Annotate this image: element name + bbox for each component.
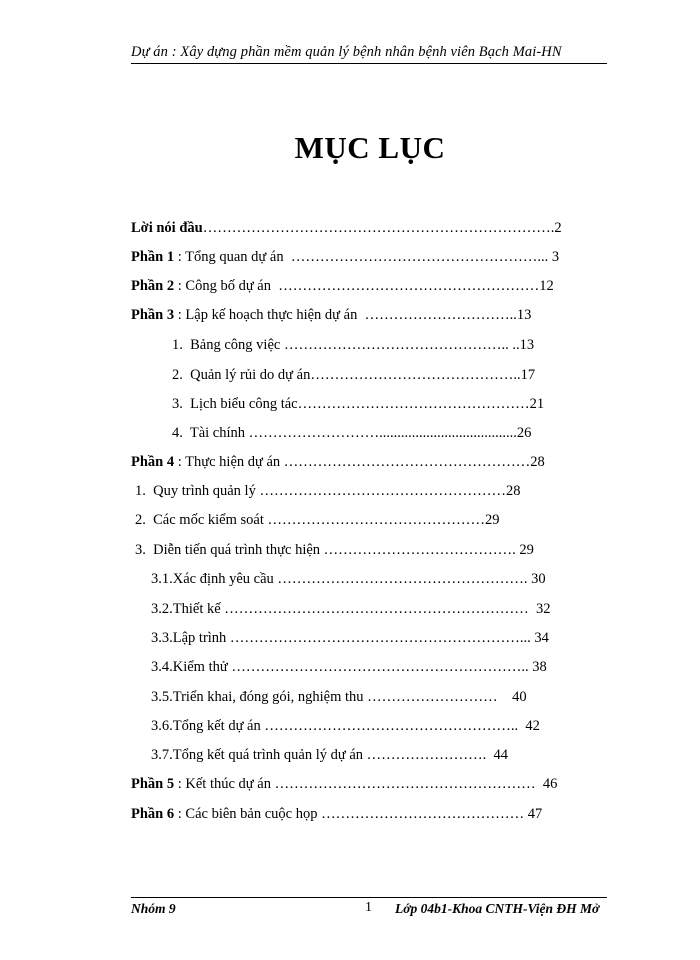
toc-entry: 3.6.Tổng kết dự án …………………………………………….. 42 — [151, 718, 540, 734]
toc-entry: 2. Các mốc kiểm soát ………………………………………29 — [135, 512, 500, 528]
page-title: MỤC LỤC — [294, 130, 446, 165]
toc-entry: 3.4.Kiểm thử …………………………………………………….. 38 — [151, 659, 547, 675]
toc-entry: Phần 5 : Kết thúc dự án ……………………………………………… 46 — [131, 776, 558, 792]
toc-entry: 3.2.Thiết kế ……………………………………………………… 32 — [151, 601, 551, 617]
toc-entry: 3.7.Tổng kết quá trình quản lý dự án ……………………. 44 — [151, 747, 509, 763]
page-number: 1 — [365, 900, 372, 915]
toc-entry: Phần 2 : Công bố dự án ………………………………………………12 — [131, 278, 554, 294]
running-header: Dự án : Xây dựng phần mềm quản lý bệnh nhân bệnh viên Bạch Mai-HN — [131, 44, 562, 60]
toc-entry: 1. Bảng công việc ……………………………………….. ..13 — [172, 337, 535, 353]
toc-entry: 3.5.Triển khai, đóng gói, nghiệm thu ……………………… 40 — [151, 689, 527, 705]
footer-divider — [131, 897, 607, 898]
toc-entry: Phần 1 : Tổng quan dự án ……………………………………………... 3 — [131, 249, 560, 265]
toc-entry: Lời nói đầu……………………………………………………………….2 — [131, 220, 562, 236]
toc-entry: Phần 4 : Thực hiện dự án ……………………………………………28 — [131, 454, 545, 470]
footer-class-info: Lớp 04b1-Khoa CNTH-Viện ĐH Mở — [395, 901, 600, 916]
toc-entry: 3.1.Xác định yêu cầu ……………………………………………. 30 — [151, 571, 546, 587]
toc-entry: 2. Quản lý rủi do dự án……………………………………..17 — [172, 367, 536, 383]
toc-entry: 4. Tài chính ………………………......................................26 — [172, 425, 532, 441]
toc-entry: 1. Quy trình quản lý ……………………………………………28 — [135, 483, 521, 499]
toc-entry: 3.3.Lập trình ……………………………………………………... 34 — [151, 630, 549, 646]
toc-entry: 3. Diễn tiến quá trình thực hiện …………………………………. 29 — [135, 542, 534, 558]
toc-entry: 3. Lịch biểu công tác…………………………………………21 — [172, 396, 545, 412]
toc-entry: Phần 3 : Lập kế hoạch thực hiện dự án …………………………..13 — [131, 307, 532, 323]
toc-entry: Phần 6 : Các biên bản cuộc họp …………………………………… 47 — [131, 806, 543, 822]
footer-group: Nhóm 9 — [131, 901, 176, 916]
